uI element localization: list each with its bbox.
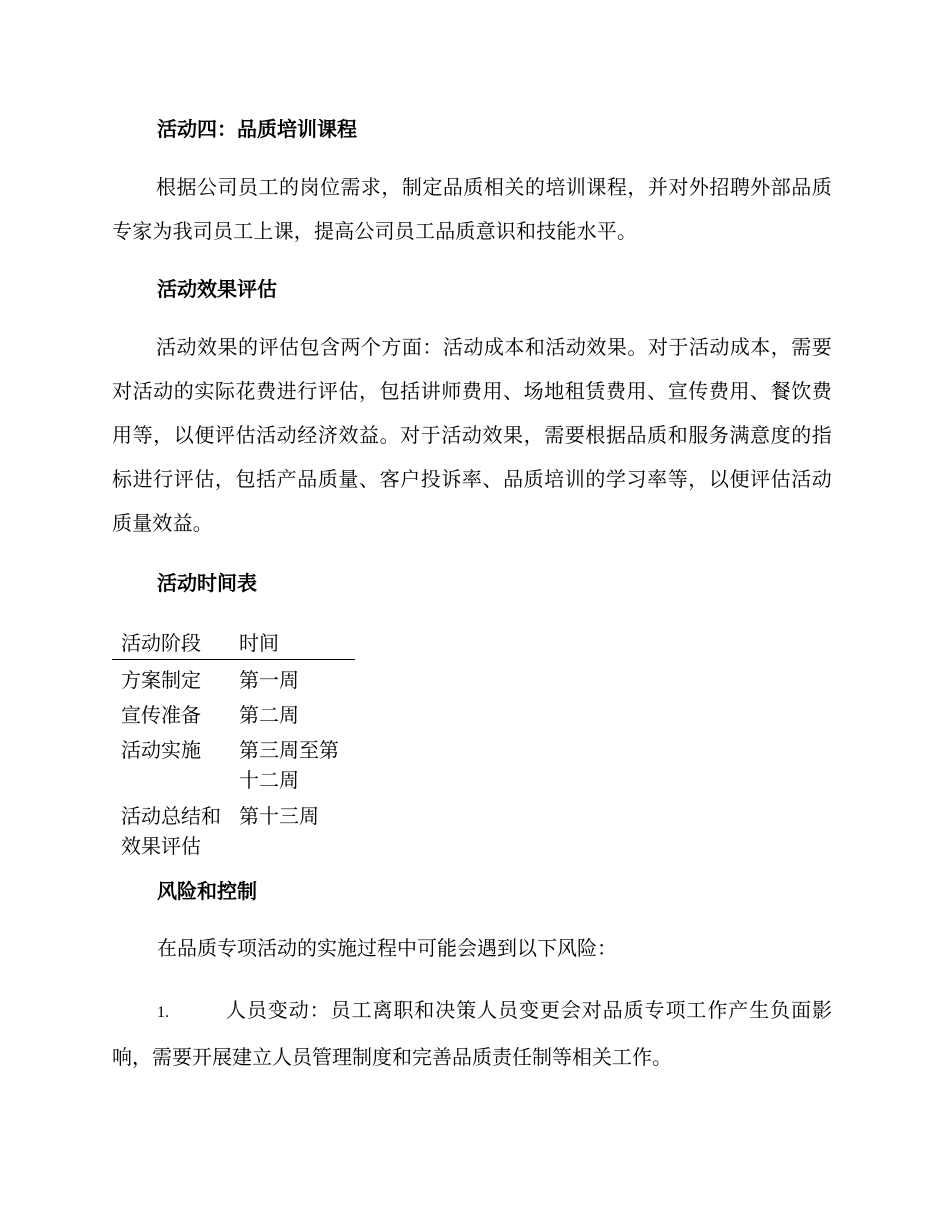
schedule-heading: 活动时间表 xyxy=(157,571,257,595)
cell-stage: 方案制定 xyxy=(121,668,201,692)
schedule-table xyxy=(112,628,355,861)
cell-time: 第二周 xyxy=(239,703,299,727)
header-time: 时间 xyxy=(239,631,279,655)
table-row xyxy=(112,735,355,795)
cell-stage: 活动实施 xyxy=(121,738,201,762)
cell-time: 第三周至第十二周 xyxy=(239,738,339,792)
activity4-heading: 活动四：品质培训课程 xyxy=(157,117,357,141)
table-row xyxy=(112,665,355,695)
schedule-table-header xyxy=(112,628,355,660)
header-stage: 活动阶段 xyxy=(121,631,201,655)
cell-time: 第一周 xyxy=(239,668,299,692)
activity4-paragraph: 根据公司员工的岗位需求，制定品质相关的培训课程，并对外招聘外部品质专家为我司员工上课，提高公司员工品质意识和技能水平。 xyxy=(112,175,832,243)
risk-heading: 风险和控制 xyxy=(157,879,257,903)
cell-stage: 活动总结和效果评估 xyxy=(121,804,221,858)
cell-stage: 宣传准备 xyxy=(121,703,201,727)
table-row xyxy=(112,801,355,861)
list-text: 人员变动：员工离职和决策人员变更会对品质专项工作产生负面影响，需要开展建立人员管理制度和完善品质责任制等相关工作。 xyxy=(112,998,832,1069)
evaluation-heading: 活动效果评估 xyxy=(157,277,277,301)
cell-time: 第十三周 xyxy=(239,804,319,828)
list-number: 1. xyxy=(157,1004,169,1021)
evaluation-paragraph: 活动效果的评估包含两个方面：活动成本和活动效果。对于活动成本，需要对活动的实际花费进行评估，包括讲师费用、场地租赁费用、宣传费用、餐饮费用等，以便评估活动经济效益。对于活动效果，需要根据品质和服务满意度的指标进行评估，包括产品质量、客户投诉率、品质培训的学习率等，以便评估活动质量效益。 xyxy=(112,335,832,535)
risk-intro: 在品质专项活动的实施过程中可能会遇到以下风险： xyxy=(157,936,617,960)
table-row xyxy=(112,700,355,730)
list-item xyxy=(112,988,832,1079)
